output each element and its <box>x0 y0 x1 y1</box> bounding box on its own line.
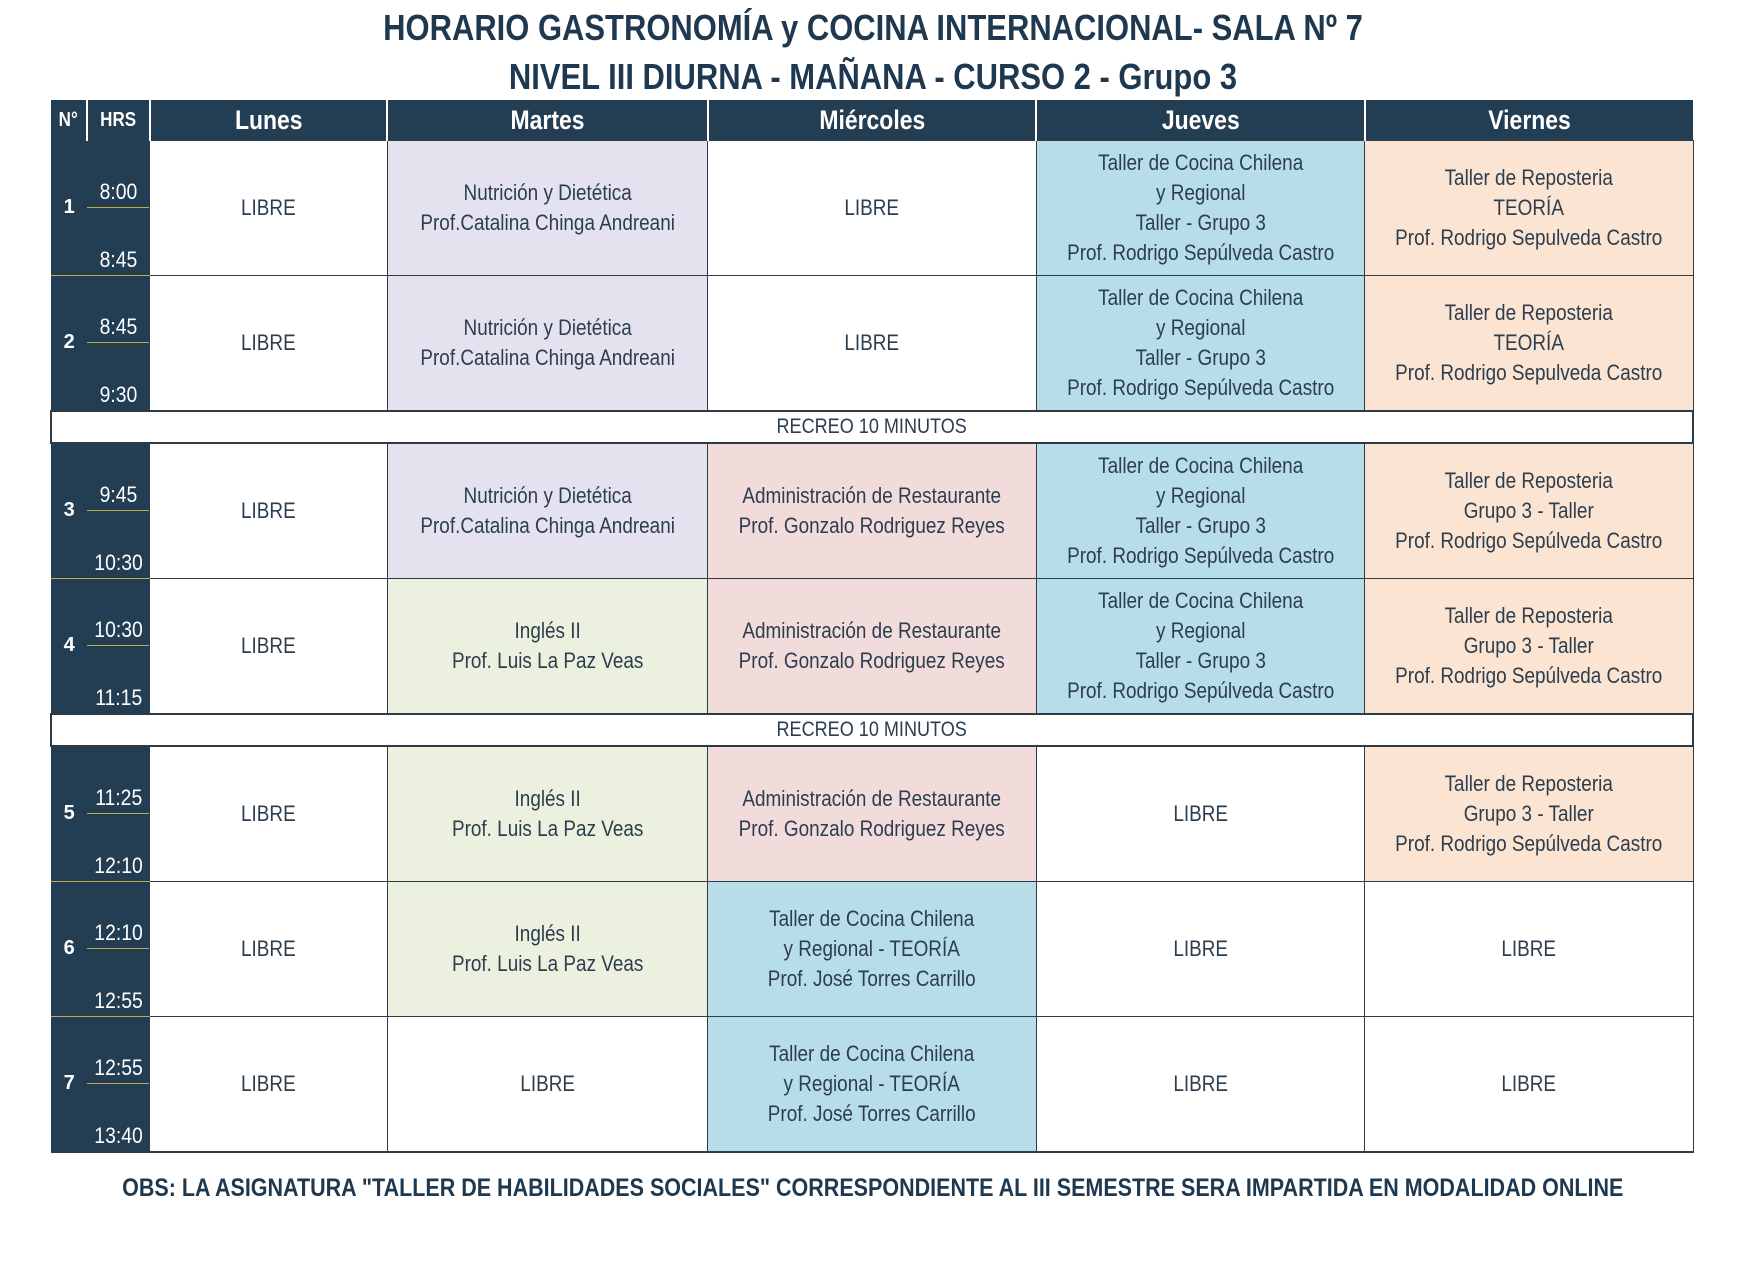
start-time: 12:55 <box>93 1054 143 1080</box>
class-text-line: LIBRE <box>1172 935 1228 961</box>
class-text-line: TEORÍA <box>1493 194 1564 220</box>
start-time: 8:45 <box>99 313 138 339</box>
class-text-line: Taller de Cocina Chilena <box>769 905 975 931</box>
class-text-line: LIBRE <box>1501 1070 1557 1096</box>
class-text-line: Inglés II <box>514 785 581 811</box>
schedule-row <box>51 443 1693 579</box>
class-cell-miercoles <box>708 1016 1036 1152</box>
class-cell-miercoles <box>708 881 1036 1016</box>
class-cell-viernes <box>1365 275 1693 411</box>
period-number: 7 <box>51 1016 87 1152</box>
period-number: 4 <box>51 578 87 714</box>
period-number: 3 <box>51 443 87 579</box>
class-text-line: LIBRE <box>844 194 900 220</box>
class-cell-miercoles <box>708 746 1036 882</box>
class-text-line: Nutrición y Dietética <box>463 179 632 205</box>
class-cell-lunes <box>150 746 388 882</box>
class-text-line: Taller - Grupo 3 <box>1135 344 1266 370</box>
period-hours <box>87 578 149 714</box>
class-text-line: Taller de Reposteria <box>1444 164 1613 190</box>
footer-note: OBS: LA ASIGNATURA "TALLER DE HABILIDADES SOCIALES" CORRESPONDIENTE AL III SEMESTRE SERA IMPARTIDA EN MODALIDAD ONLINE <box>122 1174 1624 1202</box>
period-number: 5 <box>51 746 87 882</box>
schedule-row <box>51 881 1693 1016</box>
class-text-line: Taller de Cocina Chilena <box>1097 284 1303 310</box>
class-text-line: LIBRE <box>241 800 296 826</box>
class-cell-viernes <box>1365 443 1693 579</box>
class-text-line: y Regional <box>1155 314 1246 340</box>
class-text-line: Taller de Cocina Chilena <box>1097 149 1303 175</box>
class-text-line: Taller de Reposteria <box>1444 602 1613 628</box>
class-cell-lunes <box>150 275 388 411</box>
period-hours <box>87 141 149 276</box>
period-hours <box>87 1016 149 1152</box>
class-cell-martes <box>387 275 707 411</box>
class-text-line: Taller de Reposteria <box>1444 299 1613 325</box>
schedule-row <box>51 746 1693 882</box>
class-text-line: Prof. Luis La Paz Veas <box>451 950 644 976</box>
class-text-line: Administración de Restaurante <box>742 785 1002 811</box>
class-text-line: Prof. Rodrigo Sepúlveda Castro <box>1066 239 1334 265</box>
class-text-line: TEORÍA <box>1493 329 1564 355</box>
class-text-line: Taller de Reposteria <box>1444 770 1613 796</box>
class-cell-miercoles <box>708 275 1036 411</box>
class-text-line: Prof. José Torres Carrillo <box>768 1100 976 1126</box>
class-text-line: Prof.Catalina Chinga Andreani <box>420 344 675 370</box>
schedule-subtitle: NIVEL III DIURNA - MAÑANA - CURSO 2 - Grupo 3 <box>508 56 1238 97</box>
schedule-row <box>51 141 1693 276</box>
recess-row <box>51 714 1693 746</box>
class-text-line: Administración de Restaurante <box>742 482 1002 508</box>
end-time: 9:30 <box>99 381 138 407</box>
class-cell-viernes <box>1365 1016 1693 1152</box>
class-text-line: Nutrición y Dietética <box>463 482 632 508</box>
schedule-body <box>51 141 1693 1152</box>
end-time: 13:40 <box>93 1122 143 1148</box>
class-text-line: LIBRE <box>241 329 296 355</box>
class-text-line: Prof.Catalina Chinga Andreani <box>420 209 675 235</box>
period-number: 1 <box>51 141 87 276</box>
class-text-line: Grupo 3 - Taller <box>1463 800 1594 826</box>
class-text-line: Prof. Luis La Paz Veas <box>451 647 644 673</box>
class-text-line: Prof. Gonzalo Rodriguez Reyes <box>738 647 1005 673</box>
class-cell-lunes <box>150 1016 388 1152</box>
class-text-line: LIBRE <box>1172 800 1228 826</box>
class-text-line: Prof. Rodrigo Sepúlveda Castro <box>1066 374 1334 400</box>
end-time: 11:15 <box>94 684 142 710</box>
class-text-line: Prof. Luis La Paz Veas <box>451 815 644 841</box>
class-cell-viernes <box>1365 141 1693 276</box>
class-text-line: LIBRE <box>241 194 296 220</box>
class-cell-miercoles <box>708 141 1036 276</box>
class-cell-jueves <box>1036 141 1364 276</box>
start-time: 8:00 <box>99 178 138 204</box>
class-text-line: LIBRE <box>241 1070 296 1096</box>
class-cell-jueves <box>1036 578 1364 714</box>
header-day-lunes: Lunes <box>150 100 388 141</box>
class-cell-lunes <box>150 141 388 276</box>
end-time: 12:10 <box>93 852 143 878</box>
class-cell-martes <box>387 141 707 276</box>
header-day-jueves: Jueves <box>1036 100 1364 141</box>
class-text-line: Taller - Grupo 3 <box>1135 647 1266 673</box>
end-time: 10:30 <box>93 549 143 575</box>
class-text-line: Prof. Rodrigo Sepúlveda Castro <box>1395 527 1663 553</box>
class-cell-jueves <box>1036 443 1364 579</box>
class-text-line: Prof. Gonzalo Rodriguez Reyes <box>738 512 1005 538</box>
class-text-line: Nutrición y Dietética <box>463 314 632 340</box>
schedule-row <box>51 578 1693 714</box>
class-text-line: y Regional <box>1155 482 1246 508</box>
period-hours <box>87 746 149 882</box>
class-cell-miercoles <box>708 443 1036 579</box>
class-text-line: Administración de Restaurante <box>742 617 1002 643</box>
schedule-row <box>51 275 1693 411</box>
class-cell-martes <box>387 881 707 1016</box>
period-number: 2 <box>51 275 87 411</box>
class-text-line: LIBRE <box>241 632 296 658</box>
class-text-line: LIBRE <box>241 497 296 523</box>
class-text-line: Grupo 3 - Taller <box>1463 632 1594 658</box>
class-cell-viernes <box>1365 881 1693 1016</box>
class-cell-viernes <box>1365 578 1693 714</box>
class-cell-jueves <box>1036 881 1364 1016</box>
start-time: 9:45 <box>99 481 138 507</box>
class-text-line: Taller - Grupo 3 <box>1135 512 1266 538</box>
class-text-line: LIBRE <box>1172 1070 1228 1096</box>
class-cell-jueves <box>1036 1016 1364 1152</box>
class-text-line: Prof. Rodrigo Sepulveda Castro <box>1395 359 1663 385</box>
header-day-viernes: Viernes <box>1365 100 1693 141</box>
class-cell-martes <box>387 746 707 882</box>
class-text-line: Prof. José Torres Carrillo <box>768 965 976 991</box>
recess-label: RECREO 10 MINUTOS <box>51 411 1693 443</box>
class-text-line: Prof. Gonzalo Rodriguez Reyes <box>738 815 1005 841</box>
schedule-row <box>51 1016 1693 1152</box>
period-hours <box>87 275 149 411</box>
class-text-line: Prof.Catalina Chinga Andreani <box>420 512 675 538</box>
class-text-line: Taller de Cocina Chilena <box>1097 452 1303 478</box>
class-text-line: Taller - Grupo 3 <box>1135 209 1266 235</box>
class-cell-lunes <box>150 443 388 579</box>
class-text-line: y Regional <box>1155 617 1246 643</box>
class-text-line: Taller de Cocina Chilena <box>769 1040 975 1066</box>
header-day-miercoles: Miércoles <box>708 100 1036 141</box>
class-cell-jueves <box>1036 746 1364 882</box>
class-text-line: Prof. Rodrigo Sepúlveda Castro <box>1395 830 1663 856</box>
class-text-line: y Regional - TEORÍA <box>783 1070 961 1096</box>
period-hours <box>87 881 149 1016</box>
header-num: N° <box>51 100 87 141</box>
start-time: 10:30 <box>93 616 143 642</box>
start-time: 11:25 <box>94 784 142 810</box>
class-text-line: y Regional <box>1155 179 1246 205</box>
class-cell-miercoles <box>708 578 1036 714</box>
class-text-line: Inglés II <box>514 617 581 643</box>
schedule-title: HORARIO GASTRONOMÍA y COCINA INTERNACIONAL- SALA Nº 7 <box>383 7 1363 48</box>
class-text-line: Prof. Rodrigo Sepúlveda Castro <box>1395 662 1663 688</box>
end-time: 8:45 <box>99 246 138 272</box>
class-text-line: Taller de Cocina Chilena <box>1097 587 1303 613</box>
class-text-line: Taller de Reposteria <box>1444 467 1613 493</box>
period-hours <box>87 443 149 579</box>
schedule-table <box>50 100 1694 1153</box>
class-text-line: LIBRE <box>844 329 900 355</box>
recess-label: RECREO 10 MINUTOS <box>51 714 1693 746</box>
class-cell-martes <box>387 578 707 714</box>
class-text-line: Inglés II <box>514 920 581 946</box>
header-row <box>51 100 1693 141</box>
class-cell-lunes <box>150 881 388 1016</box>
class-text-line: Prof. Rodrigo Sepúlveda Castro <box>1066 677 1334 703</box>
class-cell-lunes <box>150 578 388 714</box>
class-cell-jueves <box>1036 275 1364 411</box>
header-day-martes: Martes <box>387 100 707 141</box>
header-hrs: HRS <box>87 100 149 141</box>
class-text-line: Prof. Rodrigo Sepulveda Castro <box>1395 224 1663 250</box>
class-text-line: y Regional - TEORÍA <box>783 935 961 961</box>
period-number: 6 <box>51 881 87 1016</box>
class-text-line: Prof. Rodrigo Sepúlveda Castro <box>1066 542 1334 568</box>
end-time: 12:55 <box>93 987 143 1013</box>
class-cell-viernes <box>1365 746 1693 882</box>
class-cell-martes <box>387 1016 707 1152</box>
class-text-line: LIBRE <box>520 1070 575 1096</box>
class-text-line: LIBRE <box>1501 935 1557 961</box>
class-cell-martes <box>387 443 707 579</box>
recess-row <box>51 411 1693 443</box>
start-time: 12:10 <box>93 919 143 945</box>
class-text-line: Grupo 3 - Taller <box>1463 497 1594 523</box>
class-text-line: LIBRE <box>241 935 296 961</box>
